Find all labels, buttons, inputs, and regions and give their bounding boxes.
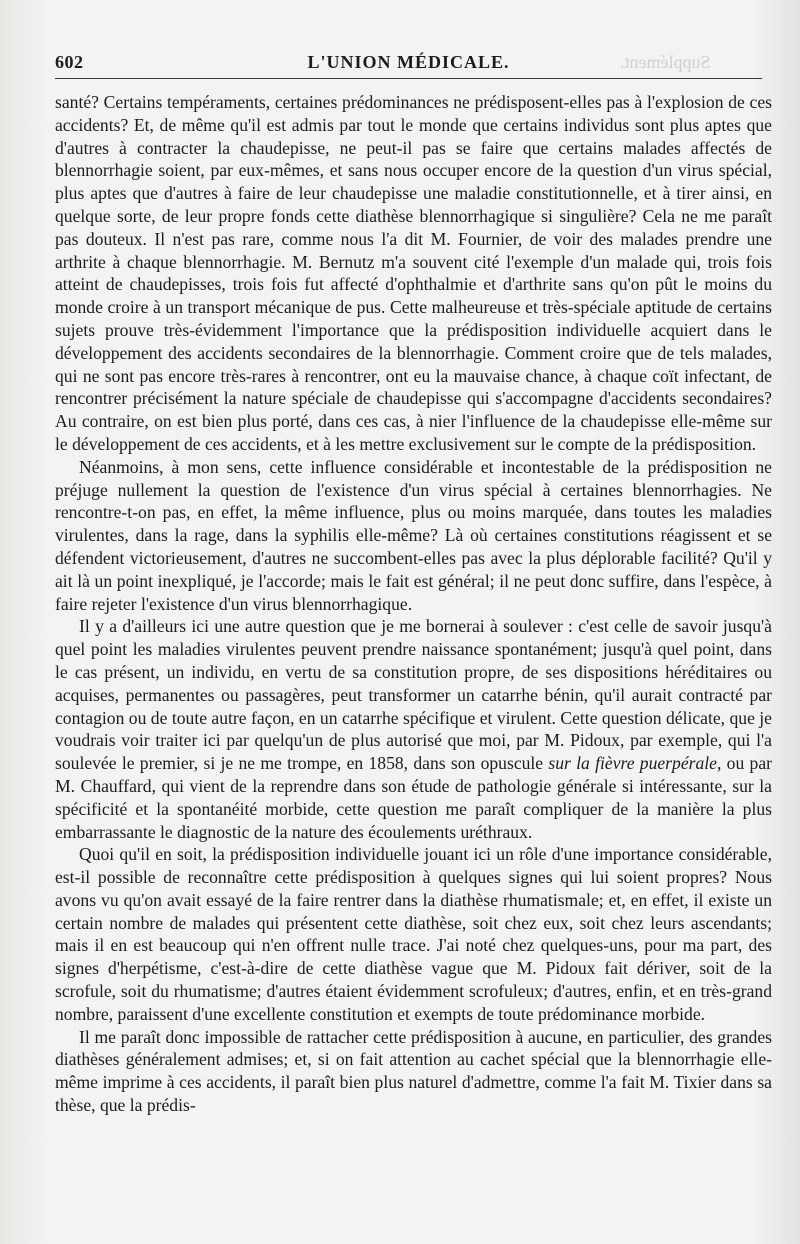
- page-header: [55, 44, 762, 79]
- body-text: [55, 91, 772, 1117]
- paragraph-3-part-1: Il y a d'ailleurs ici une autre question que je me bornerai à soulever : c'est celle de savoir jusqu'à quel point les maladies virulentes peuvent prendre naissance spontanément; jusqu'à quel point, dans le cas présent, un individu, en vertu de sa constitution propre, de ses dispositions héréditaires ou acquises, permanentes ou passagères, peut transformer un catarrhe bénin, qu'il aurait contracté par contagion ou de toute autre façon, en un catarrhe spécifique et virulent. Cette question délicate, que je voudrais voir traiter ici par quelqu'un de plus autorisé que moi, par M. Pidoux, par exemple, qui l'a soulevée le premier, si je ne me trompe, en 1858, dans son opuscule: [55, 616, 772, 774]
- running-title: L'UNION MÉDICALE.: [307, 52, 510, 72]
- paragraph-3: [55, 615, 772, 843]
- paragraph-4: Quoi qu'il en soit, la prédisposition individuelle jouant ici un rôle d'une importance considérable, est-il possible de reconnaître cette prédisposition à quelques signes qui lui soient propres? Nous avons vu qu'on avait essayé de la faire rentrer dans la diathèse rhumatismale; et, en effet, il existe un certain nombre de malades qui présentent cette diathèse, soit chez eux, soit chez leurs ascendants; mais il en est beaucoup qui n'en offrent nulle trace. J'ai noté chez quelques-uns, pour ma part, des signes d'herpétisme, c'est-à-dire de cette diathèse vague que M. Pidoux fait dériver, soit de la scrofule, soit du rhumatisme; d'autres étaient évidemment scrofuleux; d'autres, enfin, et en très-grand nombre, paraissent d'une excellente constitution et exempts de toute prédominance morbide.: [55, 844, 772, 1024]
- paragraph-1: santé? Certains tempéraments, certaines prédominances ne prédisposent-elles pas à l'explosion de ces accidents? Et, de même qu'il est admis par tout le monde que certains individus sont plus aptes que d'autres à contracter la chaudepisse, ne peut-il pas se faire que certains malades affectés de blennorrhagie soient, par eux-mêmes, et sans nous occuper encore de la question d'un virus spécial, plus aptes que d'autres à faire de leur chaudepisse une maladie constitutionnelle, et à tirer ainsi, en quelque sorte, de leur propre fonds cette diathèse blennorrhagique si singulière? Cela ne me paraît pas douteux. Il n'est pas rare, comme nous l'a dit M. Fournier, de voir des malades prendre une arthrite à chaque blennorrhagie. M. Bernutz m'a souvent cité l'exemple d'un malade qui, trois fois atteint de chaudepisses, trois fois fut affecté d'ophthalmie et d'arthrite sans qu'on pût le moins du monde croire à un transport mécanique de pus. Cette malheureuse et très-spéciale aptitude de certains sujets prouve très-évidemment l'importance que la prédisposition individuelle acquiert dans le développement des accidents secondaires de la blennorrhagie. Comment croire que de tels malades, qui ne sont pas encore très-rares à rencontrer, ont eu la mauvaise chance, à chaque coït infectant, de rencontrer précisément la nature spéciale de chaudepisse qui s'accompagne d'accidents secondaires? Au contraire, on est bien plus porté, dans ces cas, à nier l'influence de la chaudepisse elle-même sur le développement de ces accidents, et à les mettre exclusivement sur le compte de la prédisposition.: [55, 92, 772, 454]
- page-number: 602: [55, 52, 84, 72]
- paragraph-3-part-2: ou par M. Chauffard, qui vient de la reprendre dans son étude de pathologie générale si intéressante, sur la spécificité et la spontanéité morbide, cette question me paraît compliquer de la manière la plus embarrassante le diagnostic de la nature des écoulements uréthraux.: [55, 753, 772, 842]
- paragraph-3-italic-title: sur la fièvre puerpérale,: [548, 753, 722, 774]
- paragraph-2: Néanmoins, à mon sens, cette influence considérable et incontestable de la prédisposition ne préjuge nullement la question de l'existence d'un virus spécial à certaines blennorrhagies. Ne rencontre-t-on pas, en effet, la même influence, plus ou moins marquée, dans toutes les maladies virulentes, dans la rage, dans la syphilis elle-même? Là où certaines constitutions réagissent et se défendent victorieusement, d'autres ne succombent-elles pas avec la plus déplorable facilité? Qu'il y ait là un point inexpliqué, je l'accorde; mais le fait est général; il ne peut donc suffire, dans l'espèce, à faire rejeter l'existence d'un virus blennorrhagique.: [55, 456, 772, 614]
- bleed-through-text: Supplément.: [619, 52, 710, 72]
- paragraph-5: Il me paraît donc impossible de rattacher cette prédisposition à aucune, en particulier, des grandes diathèses généralement admises; et, si on fait attention au cachet spécial que la blennorrhagie elle-même imprime à ces accidents, il paraît bien plus naturel d'admettre, comme l'a fait M. Tixier dans sa thèse, que la prédis-: [55, 1026, 772, 1116]
